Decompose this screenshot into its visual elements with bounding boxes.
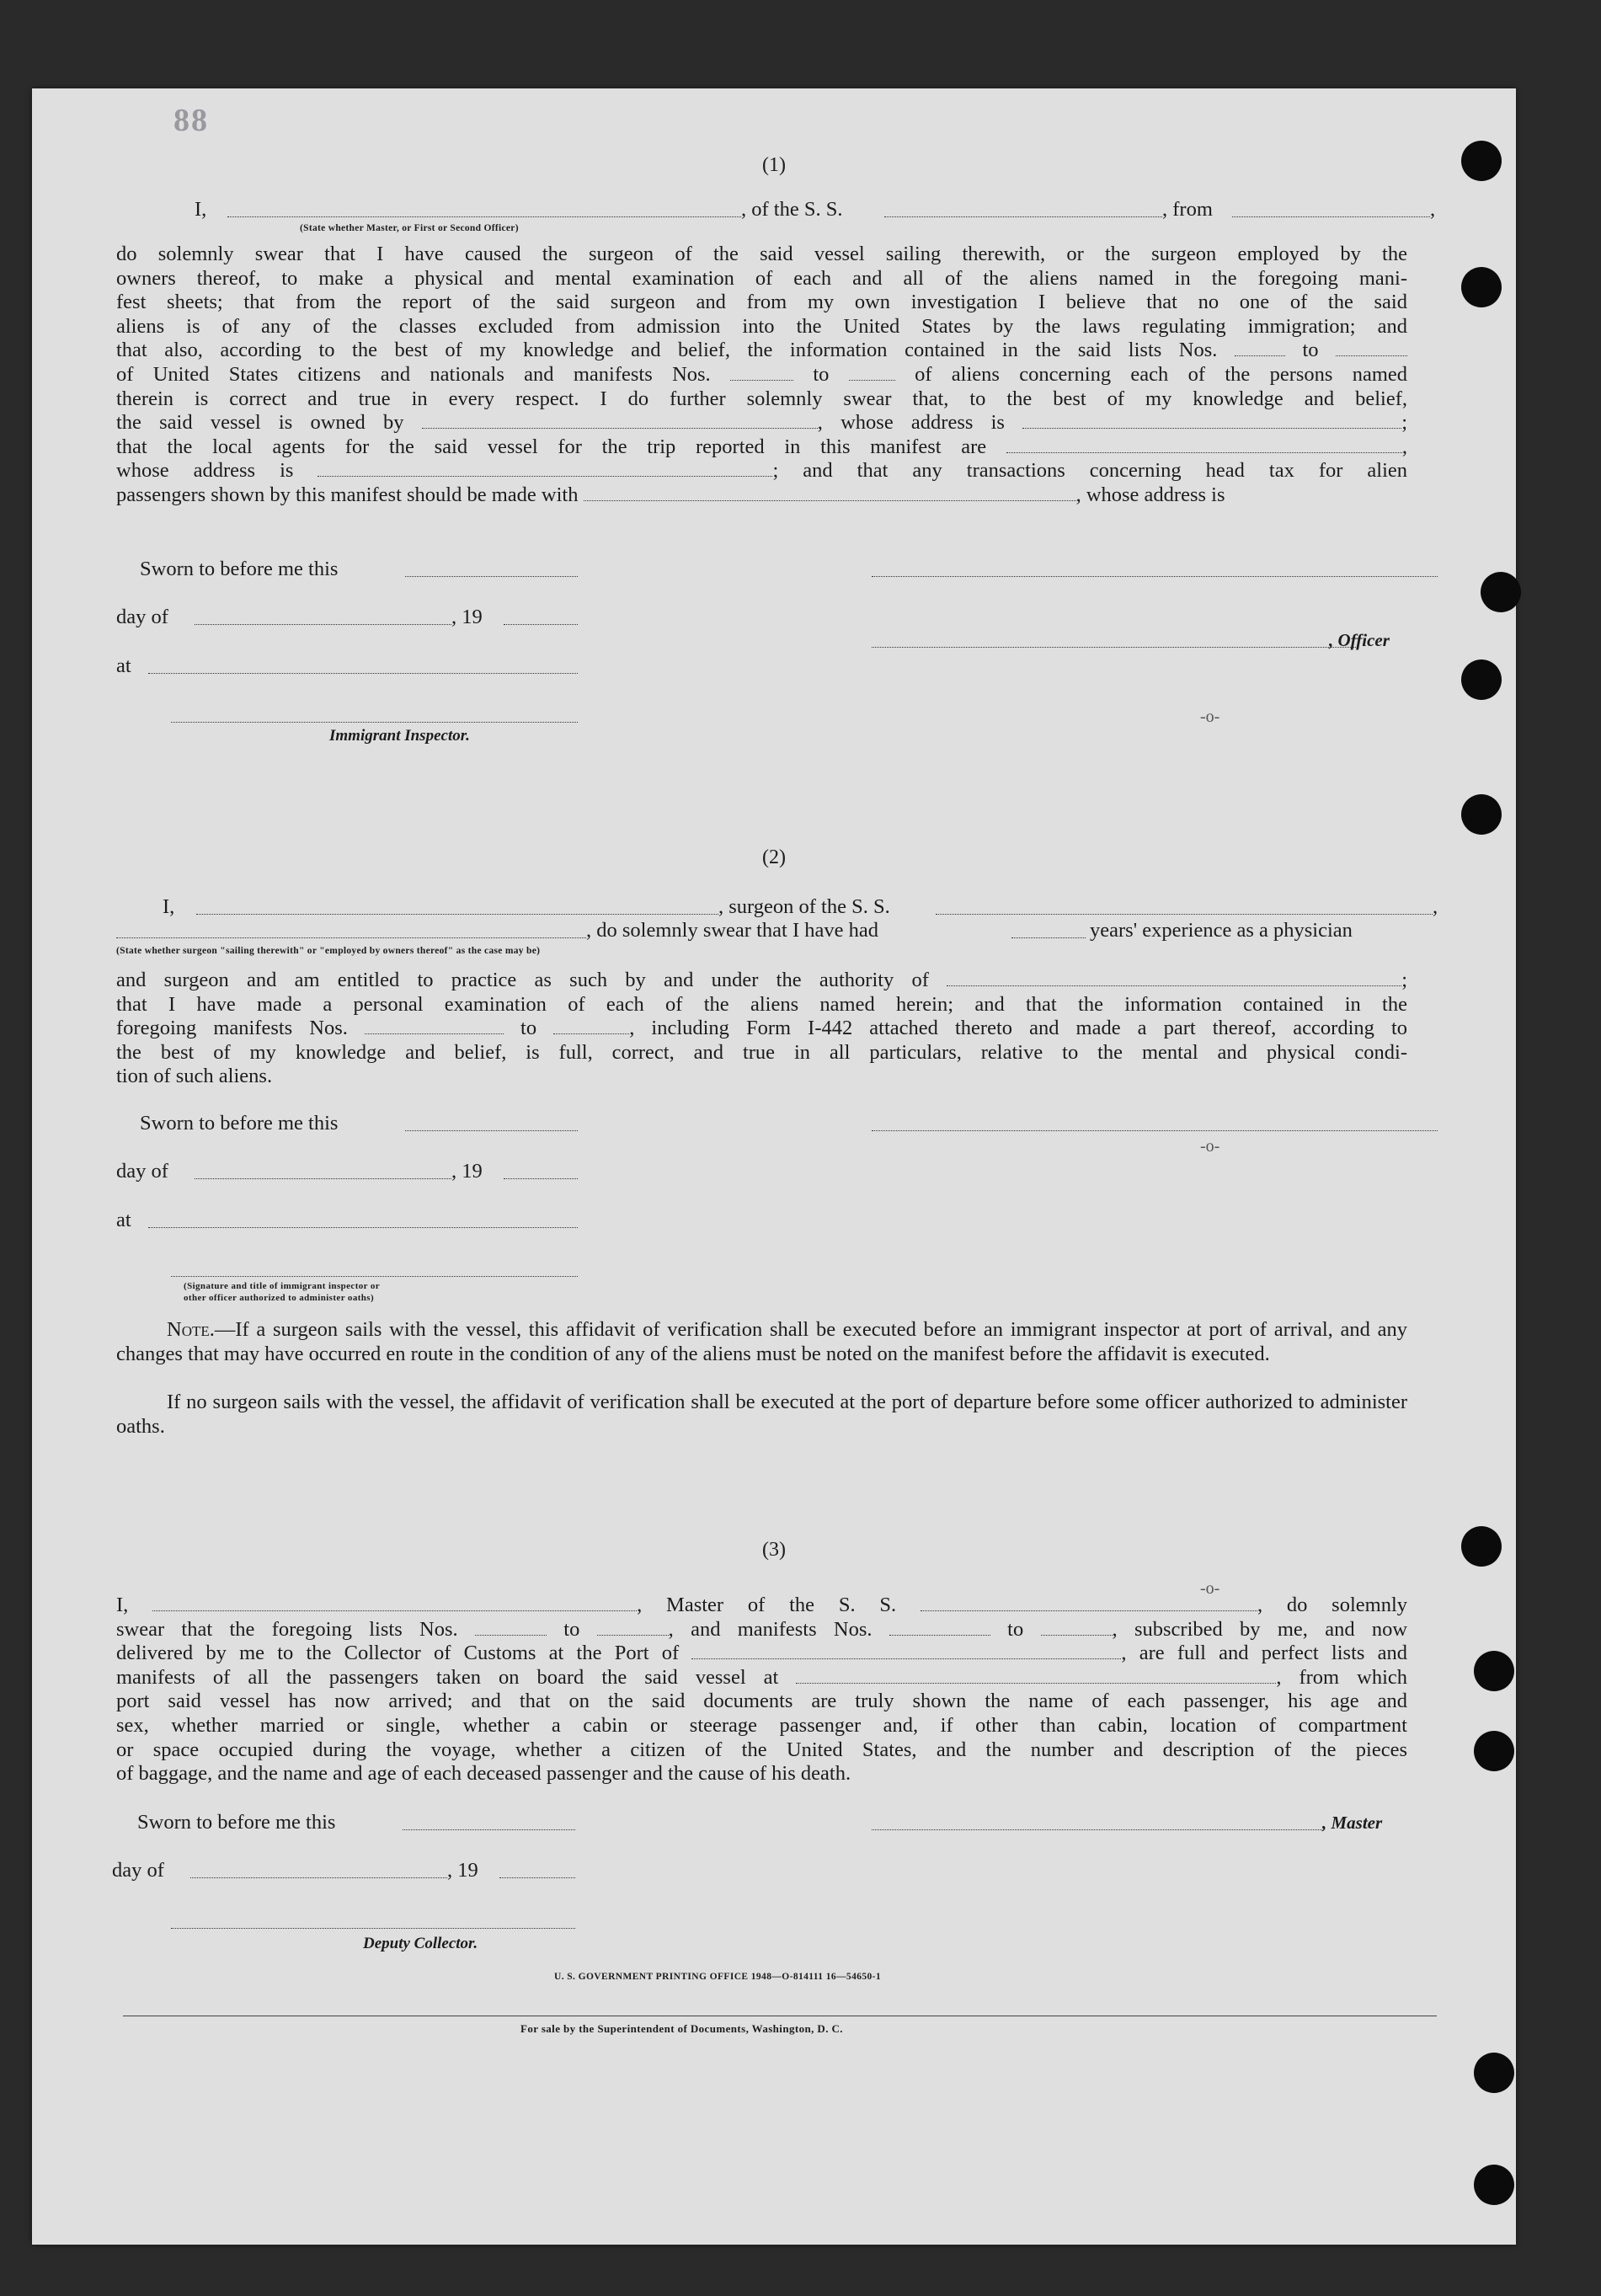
s3-month-field[interactable] — [190, 1877, 447, 1878]
s1-line: fest sheets; that from the report of the said surgeon and from my own investigation I believe that no one of the said — [116, 291, 1407, 314]
s1-line: do solemnly swear that I have caused the surgeon of the said vessel sailing therewith, or the surgeon employed by the — [116, 243, 1407, 265]
section-3-number: (3) — [762, 1539, 786, 1561]
s1-officer-label: , Officer — [1329, 630, 1390, 650]
s1-sworn-day-field[interactable] — [405, 576, 578, 577]
s2-day-of-label: day of — [116, 1160, 168, 1183]
lists-to-field[interactable] — [1336, 339, 1407, 356]
binder-hole — [1474, 1731, 1514, 1771]
s3-line: sex, whether married or single, whether a cabin or steerage passenger and, if other than cabin, location of compartment — [116, 1713, 1407, 1737]
s1-month-field[interactable] — [195, 624, 451, 625]
s3-line: delivered by me to the Collector of Customs at the Port of , are full and perfect lists and — [116, 1642, 1408, 1665]
years-experience-field[interactable] — [1011, 937, 1086, 938]
s3-line: swear that the foregoing lists Nos. to , and manifests Nos. to , subscribed by me, and now — [116, 1617, 1408, 1641]
s1-at-field[interactable] — [148, 673, 578, 674]
s3-master-signature-field[interactable] — [872, 1829, 1322, 1830]
surgeon-caption: (State whether surgeon "sailing therewith" or "employed by owners thereof" as the case may be) — [116, 946, 541, 956]
oath1-comma: , — [1430, 198, 1436, 221]
section-1-body — [116, 243, 1407, 508]
binder-hole — [1481, 572, 1521, 612]
local-agents-field[interactable] — [1006, 435, 1402, 453]
s2-line: the best of my knowledge and belief, is full, correct, and true in all particulars, relative to the mental and physical condi- — [116, 1040, 1407, 1064]
s3-lists-to-field[interactable] — [597, 1618, 669, 1636]
s2-month-field[interactable] — [195, 1178, 451, 1179]
s2-manifests-from-field[interactable] — [365, 1017, 504, 1034]
section-1-number: (1) — [762, 154, 786, 176]
vessel-name-field[interactable] — [884, 216, 1162, 217]
s1-officer-title-field[interactable] — [872, 647, 1356, 648]
s1-line: the said vessel is owned by , whose address is ; — [116, 411, 1408, 435]
s3-boarding-port-field[interactable] — [796, 1666, 1276, 1684]
surgeon-status-field[interactable] — [116, 937, 586, 938]
s1-line: aliens is of any of the classes excluded from admission into the United States by the laws regulating immigration; and — [116, 314, 1407, 338]
s1-year-field[interactable] — [504, 624, 578, 625]
s2-at-field[interactable] — [148, 1227, 578, 1228]
s3-line: manifests of all the passengers taken on board the said vessel at , from which — [116, 1665, 1407, 1689]
note-label: Note. — [167, 1318, 215, 1341]
section-2-body — [116, 969, 1407, 1089]
officer-name-field[interactable] — [227, 216, 741, 217]
s2-line: that I have made a personal examination of each of the aliens named herein; and that the information contained in the — [116, 992, 1407, 1016]
s3-year-label: , 19 — [447, 1859, 478, 1882]
s1-inspector-signature-field[interactable] — [171, 722, 578, 723]
s3-sworn-day-field[interactable] — [403, 1829, 575, 1830]
s3-port-field[interactable] — [691, 1642, 1121, 1659]
s3-master-name-field[interactable] — [152, 1594, 637, 1611]
surgeon-name-field[interactable] — [196, 914, 718, 915]
oath2-experience: years' experience as a physician — [1090, 919, 1353, 942]
s2-vessel-field[interactable] — [936, 914, 1433, 915]
for-sale-line: For sale by the Superintendent of Documents, Washington, D. C. — [520, 2022, 843, 2035]
s3-lists-from-field[interactable] — [475, 1618, 547, 1636]
section-2-number: (2) — [762, 846, 786, 868]
s1-line: passengers shown by this manifest should be made with , whose address is — [116, 483, 1225, 506]
s3-line: of baggage, and the name and age of each deceased passenger and the cause of his death. — [116, 1762, 851, 1786]
oath1-from: , from — [1162, 198, 1213, 221]
s1-inspector-label: Immigrant Inspector. — [329, 727, 470, 745]
oath2-i: I, — [163, 895, 175, 918]
s1-line: of United States citizens and nationals and manifests Nos. to of aliens concerning each of the persons named — [116, 362, 1408, 386]
s3-line: or space occupied during the voyage, whether a citizen of the United States, and the number and description of the pieces — [116, 1738, 1407, 1761]
s1-day-of-label: day of — [116, 606, 168, 628]
oath2-comma: , — [1433, 895, 1438, 918]
binder-hole — [1474, 1651, 1514, 1691]
printing-office-line: U. S. GOVERNMENT PRINTING OFFICE 1948—O-814111 16—54650-1 — [554, 1972, 882, 1982]
s2-year-label: , 19 — [451, 1160, 483, 1183]
binder-hole — [1461, 659, 1502, 700]
s1-divider: -o- — [1200, 707, 1220, 726]
manifest-page — [32, 88, 1516, 2245]
s1-officer-signature-field[interactable] — [872, 576, 1438, 577]
s2-sig-caption-2: other officer authorized to administer oaths) — [184, 1293, 375, 1303]
binder-hole — [1461, 267, 1502, 307]
s2-line: tion of such aliens. — [116, 1065, 273, 1088]
binder-hole — [1474, 2165, 1514, 2205]
oath2-swear: , do solemnly swear that I have had — [586, 919, 878, 942]
note-paragraph-2: If no surgeon sails with the vessel, the affidavit of verification shall be executed at the port of departure before some officer authorized to administer oaths. — [116, 1391, 1407, 1438]
s2-year-field[interactable] — [504, 1178, 578, 1179]
note-text-1: —If a surgeon sails with the vessel, this affidavit of verification shall be executed before an immigrant inspector at port of arrival, and any changes that may have occurred en route in the condition of any of the aliens must be noted on the manifest before the affidavit is executed. — [116, 1318, 1407, 1365]
s2-sworn-label: Sworn to before me this — [140, 1112, 339, 1135]
s2-sworn-day-field[interactable] — [405, 1130, 578, 1131]
s3-line: I, , Master of the S. S. , do solemnly — [116, 1594, 1408, 1616]
s1-line: that the local agents for the said vessel for the trip reported in this manifest are , — [116, 435, 1408, 458]
s1-sworn-label: Sworn to before me this — [140, 558, 339, 580]
from-port-field[interactable] — [1232, 216, 1430, 217]
s3-manifests-from-field[interactable] — [889, 1618, 990, 1636]
binder-hole — [1461, 794, 1502, 835]
s2-inspector-signature-field[interactable] — [171, 1276, 578, 1277]
s1-at-label: at — [116, 654, 131, 677]
s3-collector-signature-field[interactable] — [171, 1928, 575, 1929]
s3-divider: -o- — [1200, 1579, 1220, 1598]
owner-address-field[interactable] — [1022, 411, 1401, 429]
s3-collector-label: Deputy Collector. — [363, 1935, 478, 1952]
s2-line: and surgeon and am entitled to practice as such by and under the authority of ; — [116, 969, 1408, 991]
s3-day-of-label: day of — [112, 1859, 164, 1882]
authority-field[interactable] — [947, 969, 1401, 986]
oath1-of-ss: , of the S. S. — [741, 198, 843, 221]
s1-line: owners thereof, to make a physical and mental examination of each and all of the aliens named in the foregoing mani- — [116, 266, 1407, 290]
note-paragraph-1 — [116, 1318, 1407, 1366]
s3-line: port said vessel has now arrived; and that on the said documents are truly shown the name of each passenger, his age and — [116, 1690, 1407, 1713]
officer-caption: (State whether Master, or First or Second Officer) — [300, 223, 519, 233]
page-number: 88 — [173, 103, 209, 138]
s3-year-field[interactable] — [499, 1877, 575, 1878]
agents-address-field[interactable] — [318, 459, 772, 477]
s2-at-label: at — [116, 1209, 131, 1231]
s2-surgeon-signature-field[interactable] — [872, 1130, 1438, 1131]
manifests-to-field[interactable] — [849, 363, 895, 381]
section-3-body — [116, 1594, 1407, 1786]
s2-manifests-to-field[interactable] — [553, 1017, 629, 1034]
oath1-i: I, — [195, 198, 207, 221]
s2-line: foregoing manifests Nos. to , including Form I-442 attached thereto and made a part thereof, according to — [116, 1017, 1408, 1040]
lists-from-field[interactable] — [1235, 339, 1285, 356]
s3-manifests-to-field[interactable] — [1041, 1618, 1113, 1636]
oath2-surgeon-of: , surgeon of the S. S. — [718, 895, 890, 918]
s1-line: therein is correct and true in every respect. I do further solemnly swear that, to the best of my knowledge and belief, — [116, 387, 1407, 410]
s3-master-label: , Master — [1322, 1813, 1383, 1833]
s2-divider: -o- — [1200, 1137, 1220, 1156]
s3-vessel-field[interactable] — [921, 1594, 1257, 1611]
manifests-from-field[interactable] — [730, 363, 793, 381]
head-tax-contact-field[interactable] — [584, 483, 1076, 501]
s1-line: that also, according to the best of my knowledge and belief, the information contained in the said lists Nos. to — [116, 339, 1407, 363]
s1-year-label: , 19 — [451, 606, 483, 628]
s2-sig-caption-1: (Signature and title of immigrant inspector or — [184, 1281, 381, 1291]
owner-field[interactable] — [422, 411, 818, 429]
s1-line: whose address is ; and that any transactions concerning head tax for alien — [116, 459, 1408, 483]
binder-hole — [1474, 2053, 1514, 2093]
s3-sworn-label: Sworn to before me this — [137, 1811, 336, 1834]
